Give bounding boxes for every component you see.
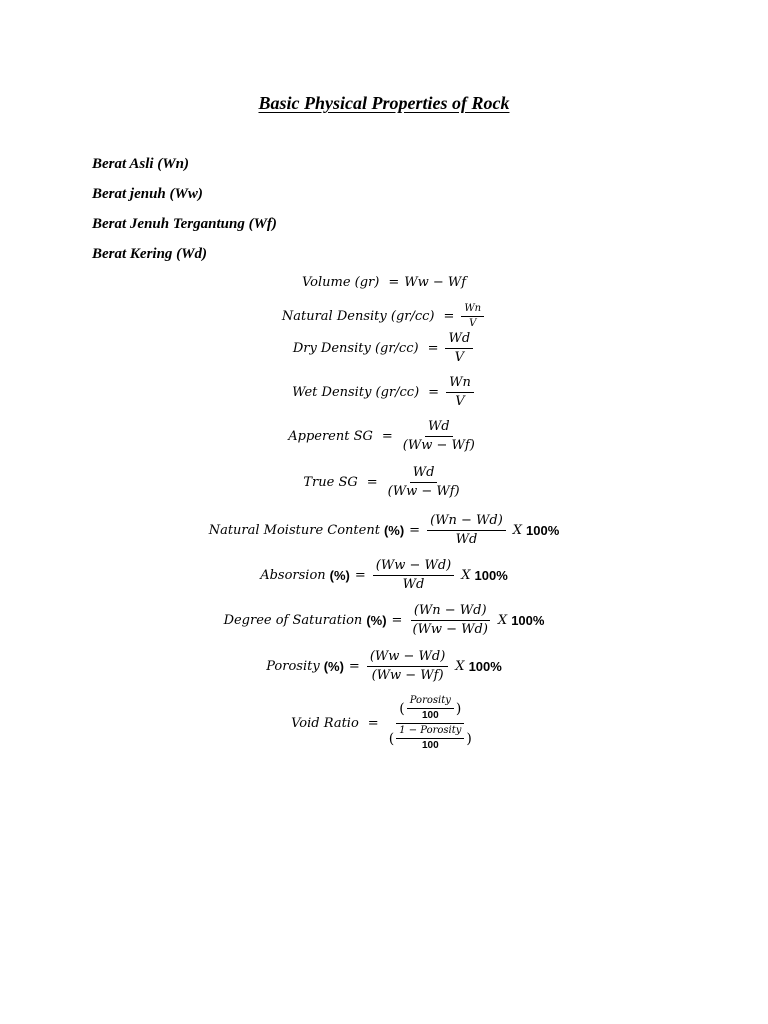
fraction (396, 725, 464, 752)
formula-lhs: Volume (gr) (301, 275, 380, 290)
equals-sign: = (428, 385, 440, 400)
multiplier-value: 100% (526, 523, 560, 538)
numerator: Porosity (407, 695, 454, 709)
formula-rhs: Ww − Wf (404, 275, 467, 290)
numerator: (Ww − Wd) (367, 649, 448, 667)
close-paren: ) (455, 700, 462, 717)
numerator: (Wn − Wd) (427, 513, 506, 531)
fraction (427, 513, 506, 548)
fraction (446, 375, 474, 410)
numerator: Wd (410, 465, 438, 483)
percent-unit: (%) (323, 659, 344, 674)
percent-unit: (%) (383, 523, 405, 538)
formula-lhs: Degree of Saturation (223, 613, 363, 628)
multiplier-value: 100% (468, 659, 502, 674)
denominator: (Ww − Wf) (371, 668, 444, 683)
equals-sign: = (427, 341, 439, 356)
equals-sign: = (388, 275, 400, 290)
numerator: Wn (446, 375, 474, 393)
denominator: (Ww − Wf) (402, 438, 475, 453)
equals-sign: = (443, 309, 455, 324)
equals-sign: = (391, 613, 403, 628)
formula-porosity (0, 649, 768, 684)
denominator: 100 (421, 740, 439, 751)
compound-numerator (396, 695, 464, 724)
open-paren: ( (399, 700, 405, 717)
formula-lhs: Porosity (266, 659, 320, 674)
formula-natural-density (0, 303, 768, 330)
fraction (409, 603, 490, 638)
formula-apparent-sg (0, 419, 768, 454)
fraction (445, 331, 473, 366)
formula-absorption (0, 558, 768, 593)
equals-sign: = (409, 523, 421, 538)
equals-sign: = (348, 659, 360, 674)
fraction (400, 419, 478, 454)
denominator: (Ww − Wd) (412, 622, 488, 637)
equals-sign: = (366, 475, 378, 490)
fraction (367, 649, 448, 684)
formula-lhs: Absorsion (260, 568, 326, 583)
compound-denominator (386, 724, 475, 752)
fraction (385, 465, 463, 500)
compound-fraction (386, 695, 475, 752)
formula-lhs: Apperent SG (288, 429, 373, 444)
numerator: Wn (461, 303, 484, 317)
equals-sign: = (367, 716, 379, 731)
formula-lhs: Wet Density (gr/cc) (292, 385, 420, 400)
numerator: (Wn − Wd) (411, 603, 490, 621)
document-title: Basic Physical Properties of Rock (258, 93, 510, 113)
multiply-sign: X (512, 523, 523, 538)
multiply-sign: X (455, 659, 465, 674)
multiply-sign: X (497, 613, 508, 628)
formula-wet-density (0, 375, 768, 410)
formula-void-ratio (0, 695, 768, 752)
percent-unit: (%) (366, 613, 387, 628)
definition-dry-weight: Berat Kering (Wd) (92, 246, 208, 262)
formula-degree-of-saturation (0, 603, 768, 638)
numerator: (Ww − Wd) (373, 558, 454, 576)
fraction (407, 695, 454, 722)
fraction (373, 558, 454, 593)
close-paren: ) (466, 730, 472, 747)
denominator: V (469, 318, 477, 329)
formula-lhs: Natural Moisture Content (208, 523, 380, 538)
definition-natural-weight: Berat Asli (Wn) (92, 156, 189, 172)
multiply-sign: X (461, 568, 471, 583)
denominator: (Ww − Wf) (387, 484, 460, 499)
multiplier-value: 100% (511, 613, 545, 628)
denominator: Wd (455, 532, 478, 547)
formula-lhs: True SG (303, 475, 358, 490)
denominator: 100 (421, 710, 439, 721)
formula-natural-moisture-content (0, 513, 768, 548)
numerator: Wd (425, 419, 453, 437)
equals-sign: = (381, 429, 393, 444)
formula-dry-density (0, 331, 768, 366)
formula-volume (0, 275, 768, 290)
formula-lhs: Dry Density (gr/cc) (292, 341, 419, 356)
nested-fraction-bottom (389, 725, 472, 752)
denominator: V (455, 394, 465, 409)
definition-suspended-weight: Berat Jenuh Tergantung (Wf) (92, 216, 277, 232)
denominator: Wd (402, 577, 425, 592)
formula-lhs: Natural Density (gr/cc) (281, 309, 435, 324)
formula-lhs: Void Ratio (291, 716, 359, 731)
open-paren: ( (388, 730, 395, 747)
definition-saturated-weight: Berat jenuh (Ww) (92, 186, 203, 202)
nested-fraction-top (399, 695, 461, 722)
numerator: Wd (445, 331, 473, 349)
formula-true-sg (0, 465, 768, 500)
denominator: V (454, 350, 465, 365)
equals-sign: = (354, 568, 366, 583)
fraction (461, 303, 484, 330)
multiplier-value: 100% (474, 568, 508, 583)
numerator: 1 − Porosity (396, 725, 464, 739)
percent-unit: (%) (329, 568, 350, 583)
